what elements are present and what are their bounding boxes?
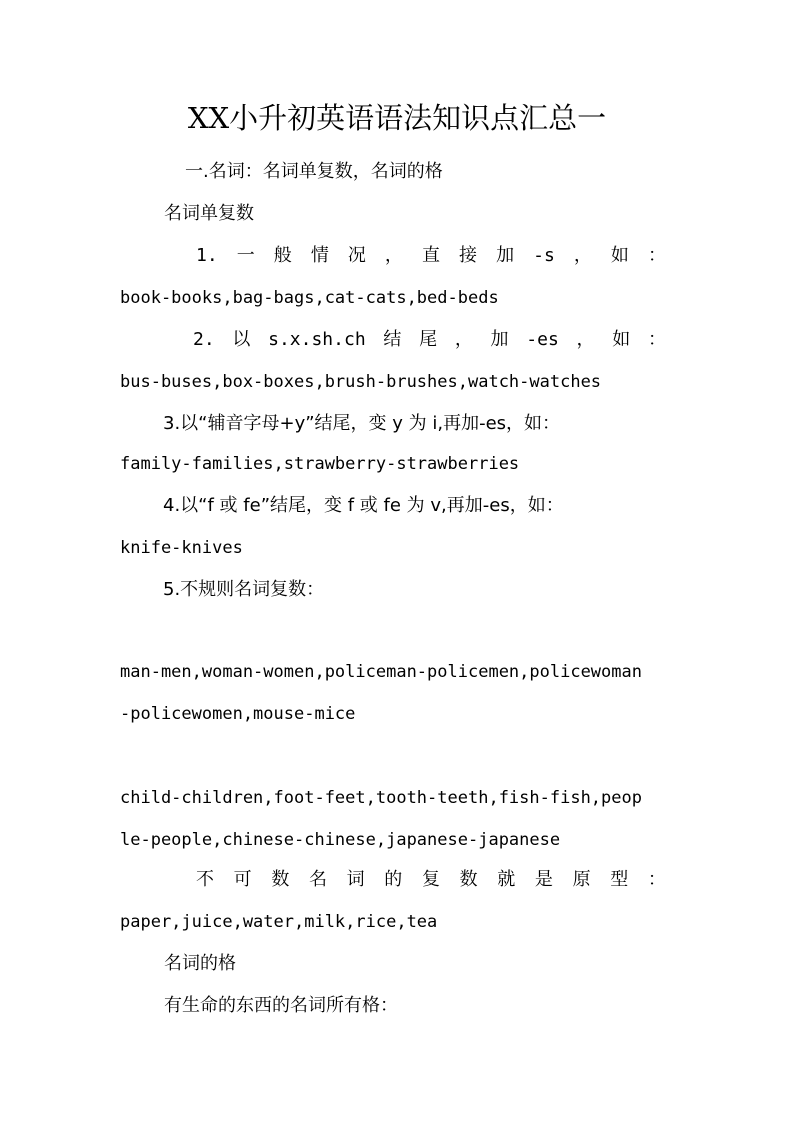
rule2-word: -es [526, 329, 559, 350]
uncountable-word: 名 [308, 869, 327, 890]
rule2-word: 尾 [419, 329, 438, 350]
uncountable-word: 是 [534, 869, 553, 890]
document-title: XX小升初英语语法知识点汇总一 [187, 101, 607, 135]
uncountable-word: 原 [572, 869, 591, 890]
rule4-examples: knife-knives [120, 538, 243, 558]
rule5-text: 5.不规则名词复数： [163, 579, 325, 600]
uncountable-word: 复 [421, 869, 440, 890]
rule3-text: 3.以“辅音字母+y”结尾，变 y 为 i,再加-es，如： [163, 413, 561, 434]
rule2-text [193, 326, 666, 354]
rule2-word: ： [647, 329, 666, 350]
rule2-word: 结 [383, 329, 402, 350]
section-heading-nouns: 一.名词：名词单复数，名词的格 [185, 161, 443, 182]
uncountable-word: 词 [346, 869, 365, 890]
rule5-examples-a-line2: -policewomen,mouse-mice [120, 704, 356, 724]
rule1-word: 直 [421, 245, 440, 266]
rule1-word: 情 [310, 245, 329, 266]
rule1-text [196, 242, 666, 270]
rule2-word: 如 [612, 329, 631, 350]
rule1-word: ， [384, 245, 403, 266]
rule1-word: 加 [496, 245, 515, 266]
uncountable-word: 型 [610, 869, 629, 890]
rule4-text: 4.以“f 或 fe”结尾，变 f 或 fe 为 v,再加-es，如： [163, 495, 564, 516]
rule1-word: 况 [347, 245, 366, 266]
uncountable-word: 就 [497, 869, 516, 890]
rule1-word: 般 [273, 245, 292, 266]
uncountable-word: ： [647, 869, 666, 890]
rule2-word: 加 [490, 329, 509, 350]
rule1-word: 1. [196, 245, 218, 266]
uncountable-word: 可 [233, 869, 252, 890]
uncountable-word: 数 [459, 869, 478, 890]
rule2-word: 以 [232, 329, 251, 350]
rule3-examples: family-families,strawberry-strawberries [120, 454, 520, 474]
rule1-word: ， [573, 245, 592, 266]
rule2-examples: bus-buses,box-boxes,brush-brushes,watch-watches [120, 372, 602, 392]
rule5-examples-b-line1: child-children,foot-feet,tooth-teeth,fish-fish,peop [120, 788, 642, 808]
rule2-word: ， [454, 329, 473, 350]
subheading-plural: 名词单复数 [164, 203, 254, 224]
rule5-examples-b-line2: le-people,chinese-chinese,japanese-japanese [120, 830, 561, 850]
rule1-examples: book-books,bag-bags,cat-cats,bed-beds [120, 288, 499, 308]
uncountable-examples: paper,juice,water,milk,rice,tea [120, 912, 438, 932]
case-living-text: 有生命的东西的名词所有格： [164, 995, 398, 1016]
uncountable-word: 的 [384, 869, 403, 890]
uncountable-word: 数 [271, 869, 290, 890]
rule2-word: s.x.sh.ch [268, 329, 366, 350]
uncountable-text [196, 866, 666, 894]
rule1-word: 如 [610, 245, 629, 266]
rule1-word: ： [647, 245, 666, 266]
rule2-word: ， [576, 329, 595, 350]
rule1-word: 接 [459, 245, 478, 266]
rule1-word: -s [533, 245, 555, 266]
rule2-word: 2. [193, 329, 215, 350]
rule1-word: 一 [236, 245, 255, 266]
subheading-case: 名词的格 [164, 953, 236, 974]
uncountable-word: 不 [196, 869, 214, 890]
rule5-examples-a-line1: man-men,woman-women,policeman-policemen,policewoman [120, 662, 642, 682]
